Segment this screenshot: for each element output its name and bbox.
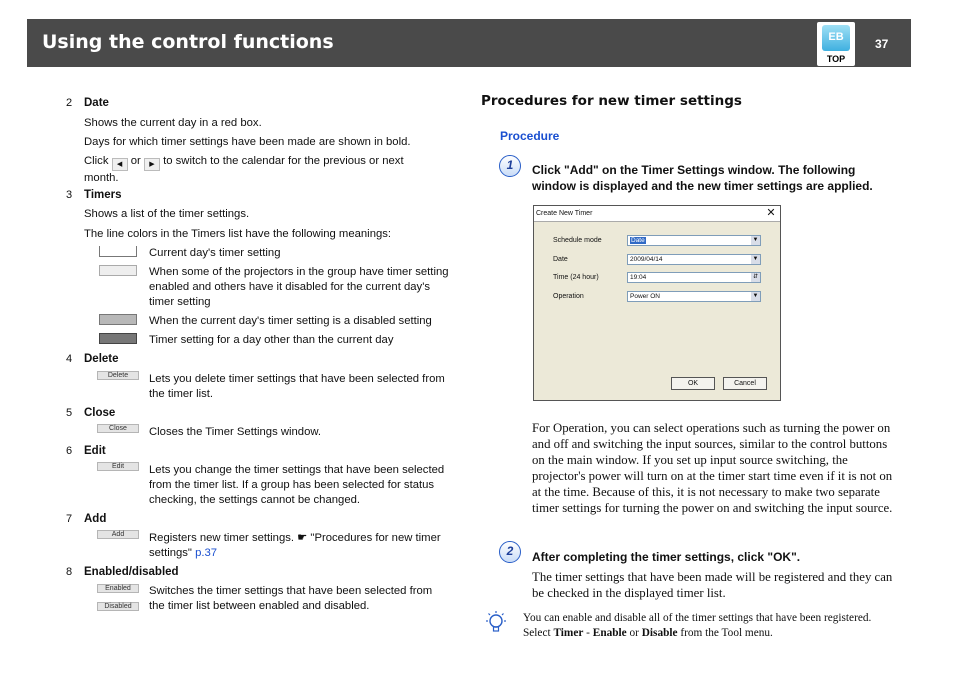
add-button-image: Add (97, 530, 139, 539)
procedure-label: Procedure (500, 129, 560, 143)
item-number: 3 (66, 189, 73, 201)
delete-desc: Lets you delete timer settings that have been selected from the timer list. (149, 373, 445, 400)
operation-paragraph: For Operation, you can select operations such as turning the power on and off and switching the input sources, similar to the control buttons on the main window. If you set up input source switching, the projector's power will turn on at the timer start time even if it is not on at the time. Because of this, it is not necessary to make two separate timer settings for turning the power on and switching the input source. (532, 421, 893, 515)
date-click-mid: or (130, 155, 141, 167)
edit-desc: Lets you change the timer settings that have been selected from the timer list. If a group has been selected for status checking, the settings cannot be changed. (149, 464, 445, 506)
line-sample-current (99, 246, 137, 257)
tip-sep: - (583, 627, 593, 639)
step-2-badge: 2 (499, 541, 521, 563)
add-desc-text: Registers new timer settings. ☛ "Procedures for new timer settings" (149, 532, 441, 559)
schedule-mode-select[interactable] (627, 235, 761, 246)
line-sample-other-day (99, 333, 137, 344)
date-click-post: to switch to the calendar for the previous or next month. (84, 155, 404, 184)
prev-month-icon: ◀ (112, 158, 128, 171)
close-icon[interactable]: ✕ (766, 207, 776, 219)
enabled-desc: Switches the timer settings that have been selected from the timer list between enabled and disabled. (149, 585, 433, 612)
term-delete: Delete (84, 353, 119, 365)
time-value: 19:04 (630, 274, 647, 281)
chevron-down-icon: ▼ (752, 237, 759, 243)
timers-desc-2: The line colors in the Timers list have the following meanings: (84, 228, 392, 240)
projector-screen-icon: EB (822, 25, 850, 51)
item-number: 5 (66, 407, 73, 419)
step-1-text: Click "Add" on the Timer Settings window. The following window is displayed and the new timer settings are applied. (532, 163, 873, 193)
item-number: 7 (66, 513, 73, 525)
item-number: 6 (66, 445, 73, 457)
tip-text (523, 611, 893, 641)
disabled-button-image: Disabled (97, 602, 139, 611)
operation-value: Power ON (630, 293, 660, 300)
operation-select[interactable] (627, 291, 761, 302)
date-value: 2009/04/14 (630, 256, 663, 263)
step-1-badge: 1 (499, 155, 521, 177)
chevron-down-icon: ▼ (752, 256, 759, 262)
term-enabled-disabled: Enabled/disabled (84, 566, 179, 578)
next-month-icon: ▶ (144, 158, 160, 171)
line-sample-disabled (99, 314, 137, 325)
create-new-timer-dialog (533, 205, 781, 401)
date-field[interactable] (627, 254, 761, 265)
close-desc: Closes the Timer Settings window. (149, 426, 322, 438)
date-label: Date (553, 256, 568, 263)
tip-menu-disable: Disable (641, 627, 678, 639)
term-edit: Edit (84, 445, 106, 457)
time-label: Time (24 hour) (553, 274, 599, 281)
term-date: Date (84, 97, 109, 109)
term-timers: Timers (84, 189, 122, 201)
ok-button[interactable]: OK (671, 377, 715, 390)
page-number: 37 (875, 37, 889, 51)
tip-text-post: from the Tool menu. (677, 627, 773, 639)
item-number: 8 (66, 566, 73, 578)
timers-desc-1: Shows a list of the timer settings. (84, 208, 250, 220)
enabled-button-image: Enabled (97, 584, 139, 593)
date-desc-2: Days for which timer settings have been made are shown in bold. (84, 136, 411, 148)
add-desc (149, 531, 449, 561)
date-desc-3 (84, 154, 429, 186)
meaning-2: When some of the projectors in the group have timer setting enabled and others have it disabled for the current day's timer setting (149, 266, 449, 308)
step-2-paragraph: The timer settings that have been made will be registered and they can be checked in the displayed timer list. (532, 570, 893, 600)
term-add: Add (84, 513, 107, 525)
page-header (27, 19, 911, 67)
item-number: 4 (66, 353, 73, 365)
date-click-pre: Click (84, 155, 109, 167)
operation-label: Operation (553, 293, 584, 300)
section-title: Procedures for new timer settings (481, 93, 742, 109)
delete-button-image: Delete (97, 371, 139, 380)
item-number: 2 (66, 97, 73, 109)
cancel-button[interactable]: Cancel (723, 377, 767, 390)
tip-lightbulb-icon (483, 610, 509, 634)
close-button-image: Close (97, 424, 139, 433)
tip-text-pre: You can enable and disable all of the timer settings that have been registered. Select (523, 612, 872, 639)
top-label: TOP (826, 54, 846, 64)
edit-button-image: Edit (97, 462, 139, 471)
meaning-4: Timer setting for a day other than the current day (149, 334, 394, 346)
dialog-title: Create New Timer (534, 206, 780, 222)
schedule-mode-value: Date (631, 237, 645, 244)
top-link[interactable] (817, 22, 855, 66)
chevron-down-icon: ▼ (752, 293, 759, 299)
spinner-icon: ⇵ (752, 274, 759, 280)
add-page-link[interactable]: p.37 (195, 547, 218, 559)
step-2-text: After completing the timer settings, click "OK". (532, 550, 801, 564)
term-close: Close (84, 407, 116, 419)
tip-menu-enable: Enable (592, 627, 627, 639)
date-desc-1: Shows the current day in a red box. (84, 117, 262, 129)
meaning-3: When the current day's timer setting is a disabled setting (149, 315, 432, 327)
tip-or: or (626, 627, 642, 639)
tip-menu-timer: Timer (553, 627, 584, 639)
line-sample-mixed (99, 265, 137, 276)
schedule-mode-label: Schedule mode (553, 237, 602, 244)
page-title: Using the control functions (42, 31, 334, 53)
time-field[interactable] (627, 272, 761, 283)
meaning-1: Current day's timer setting (149, 247, 281, 259)
